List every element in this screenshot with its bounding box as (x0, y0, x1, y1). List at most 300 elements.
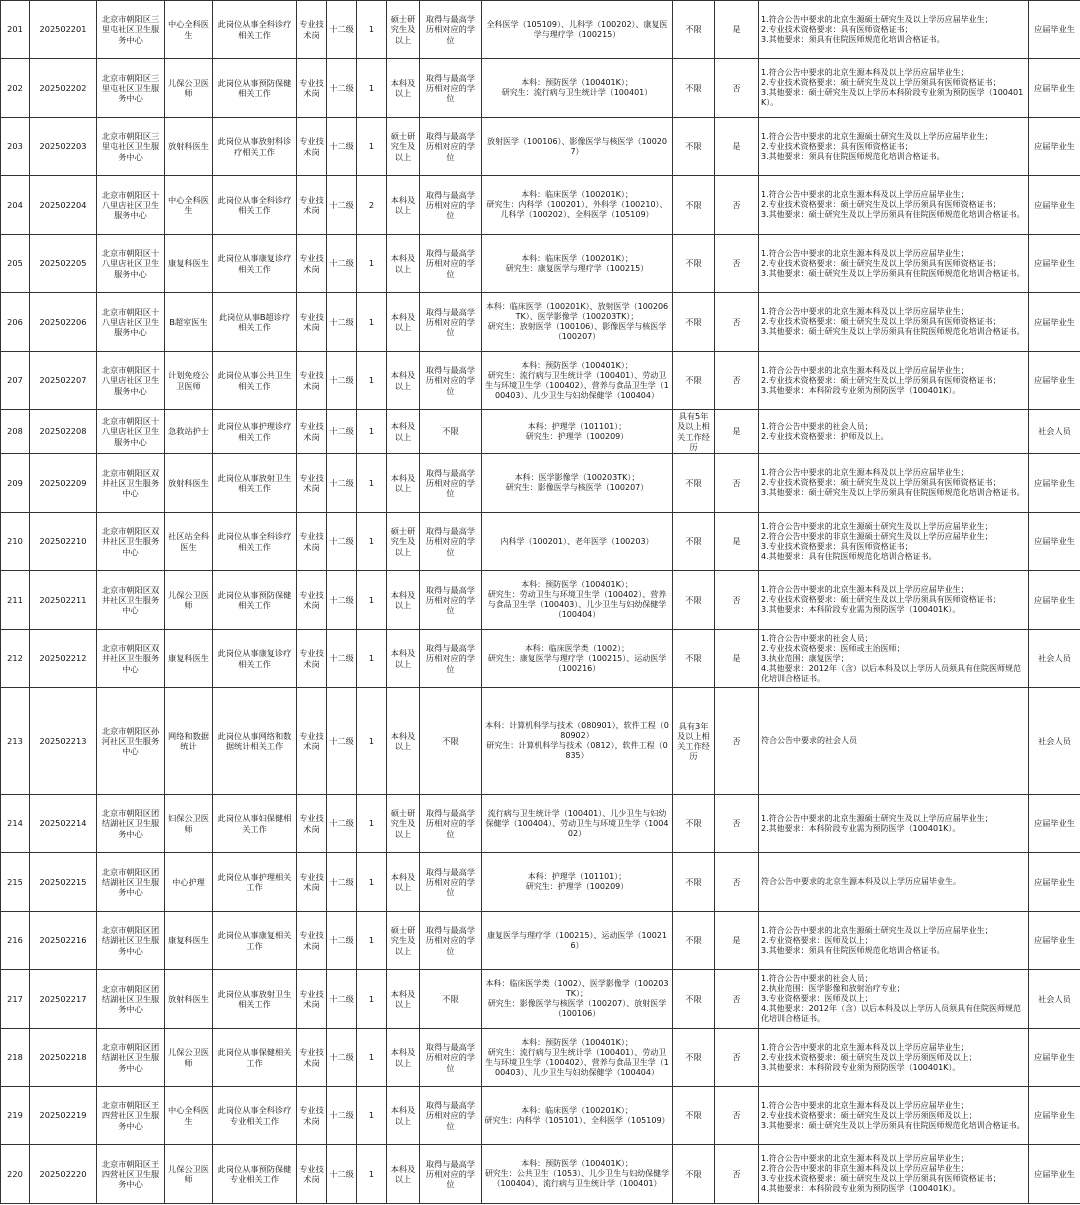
position-level-cell: 十二级 (327, 352, 357, 410)
requirements-line: 2.专业技术资格要求：硕士研究生及以上学历须具有医师资格证书； (761, 317, 1001, 326)
row-number-cell: 212 (1, 630, 30, 688)
education-cell: 本科及以上 (387, 1029, 420, 1087)
target-group-cell: 应届毕业生 (1029, 513, 1080, 571)
position-name-cell: 中心全科医生 (165, 1087, 213, 1145)
position-duty-cell: 此岗位从事放射卫生相关工作 (213, 454, 297, 513)
major-cell (482, 630, 673, 688)
unit-name-cell: 北京市朝阳区三里屯社区卫生服务中心 (97, 118, 165, 176)
unit-name-cell: 北京市朝阳区王四营社区卫生服务中心 (97, 1087, 165, 1145)
unit-name-cell: 北京市朝阳区双井社区卫生服务中心 (97, 571, 165, 630)
requirements-line: 1.符合公告中要求的社会人员； (761, 421, 873, 431)
target-group-cell: 应届毕业生 (1029, 853, 1080, 912)
position-name-cell: 中心护理 (165, 853, 213, 912)
education-cell: 本科及以上 (387, 1087, 420, 1145)
position-code-cell: 202502208 (30, 410, 97, 454)
degree-cell: 取得与最高学历相对应的学位 (420, 235, 482, 293)
table-row (1, 293, 1080, 352)
position-category-cell: 专业技术岗 (297, 571, 327, 630)
row-number-cell: 204 (1, 176, 30, 235)
position-duty-cell: 此岗位从事全科诊疗相关工作 (213, 1, 297, 59)
position-level-cell: 十二级 (327, 1029, 357, 1087)
table-row (1, 630, 1080, 688)
requirements-line: 2.专业技术资格要求：具有医师资格证书； (761, 141, 913, 151)
position-name-cell: 康复科医生 (165, 630, 213, 688)
experience-cell: 不限 (673, 1029, 715, 1087)
major-cell (482, 1087, 673, 1145)
row-number-cell: 205 (1, 235, 30, 293)
major-line: 本科：预防医学（100401K）； (521, 1037, 633, 1047)
requirements-cell (759, 59, 1029, 118)
position-level-cell: 十二级 (327, 1145, 357, 1204)
unit-name-cell: 北京市朝阳区十八里店社区卫生服务中心 (97, 352, 165, 410)
position-category-cell: 专业技术岗 (297, 912, 327, 970)
position-name-cell: 儿保公卫医师 (165, 571, 213, 630)
position-code-cell: 202502206 (30, 293, 97, 352)
position-name-cell: 放射科医生 (165, 970, 213, 1029)
position-category-cell: 专业技术岗 (297, 688, 327, 795)
major-cell (482, 352, 673, 410)
requirements-cell (759, 513, 1029, 571)
requirements-line: 1.符合公告中要求的北京生源本科及以上学历应届毕业生； (761, 468, 969, 477)
position-category-cell: 专业技术岗 (297, 795, 327, 853)
position-duty-cell: 此岗位从事全科诊疗相关工作 (213, 176, 297, 235)
hire-count-cell: 1 (357, 513, 387, 571)
row-number-cell: 202 (1, 59, 30, 118)
requirements-line: 1.符合公告中要求的北京生源本科及以上学历应届毕业生； (761, 585, 969, 594)
target-group-cell: 应届毕业生 (1029, 1087, 1080, 1145)
education-cell: 硕士研究生及以上 (387, 912, 420, 970)
row-number-cell: 217 (1, 970, 30, 1029)
position-duty-cell: 此岗位从事B超诊疗相关工作 (213, 293, 297, 352)
position-code-cell: 202502218 (30, 1029, 97, 1087)
requirements-cell (759, 688, 1029, 795)
education-cell: 本科及以上 (387, 293, 420, 352)
position-name-cell: 计划免疫公卫医师 (165, 352, 213, 410)
position-category-cell: 专业技术岗 (297, 293, 327, 352)
experience-cell: 不限 (673, 853, 715, 912)
degree-cell: 取得与最高学历相对应的学位 (420, 1029, 482, 1087)
requirements-line: 4.其他要求：2012年（含）以后本科及以上学历人员须具有住院医师规范化培训合格证书。 (761, 1004, 1021, 1023)
position-level-cell: 十二级 (327, 1, 357, 59)
target-group-cell: 社会人员 (1029, 410, 1080, 454)
major-cell (482, 293, 673, 352)
position-duty-cell: 此岗位从事全科诊疗相关工作 (213, 513, 297, 571)
requirements-line: 1.符合公告中要求的北京生源硕士研究生及以上学历应届毕业生； (761, 813, 993, 823)
degree-cell: 取得与最高学历相对应的学位 (420, 1, 482, 59)
requirements-line: 1.符合公告中要求的社会人员； (761, 974, 873, 983)
position-code-cell: 202502212 (30, 630, 97, 688)
unit-name-cell: 北京市朝阳区王四营社区卫生服务中心 (97, 1145, 165, 1204)
requirements-line: 2.专业技术资格要求：硕士研究生及以上学历须具有医师资格证书； (761, 595, 1001, 604)
major-cell (482, 410, 673, 454)
major-line: 研究生：内科学（100201）、外科学（100210）、儿科学（100202）、全科医学（105109） (486, 200, 668, 219)
requirements-line: 2.专业技术资格要求：具有医师资格证书； (761, 24, 913, 34)
table-row (1, 1087, 1080, 1145)
major-cell (482, 454, 673, 513)
requirements-line: 2.其他要求：本科阶段专业需为预防医学（100401K）。 (761, 823, 961, 833)
degree-cell: 取得与最高学历相对应的学位 (420, 176, 482, 235)
requirements-line: 2.专业技术资格要求：硕士研究生及以上学历须具有医师资格证书； (761, 375, 1001, 385)
experience-cell: 不限 (673, 795, 715, 853)
target-group-cell: 应届毕业生 (1029, 1, 1080, 59)
row-number-cell: 216 (1, 912, 30, 970)
position-level-cell: 十二级 (327, 410, 357, 454)
major-line: 本科：临床医学类（1002）； (524, 643, 630, 653)
position-code-cell: 202502219 (30, 1087, 97, 1145)
unit-name-cell: 北京市朝阳区团结湖社区卫生服务中心 (97, 912, 165, 970)
position-category-cell: 专业技术岗 (297, 1145, 327, 1204)
major-cell (482, 176, 673, 235)
requirements-cell (759, 1145, 1029, 1204)
major-line: 本科：临床医学类（1002）、医学影像学（100203TK）； (485, 979, 669, 998)
hire-count-cell: 1 (357, 688, 387, 795)
major-cell (482, 912, 673, 970)
position-duty-cell: 此岗位从事护理相关工作 (213, 853, 297, 912)
requirements-line: 2.符合公告中要求的非京生源硕士研究生及以上学历应届毕业生； (761, 531, 993, 541)
major-line: 本科：护理学（101101）； (527, 421, 627, 431)
requirements-line: 3.专业技术资格要求：具有医师资格证书； (761, 541, 913, 551)
education-cell: 本科及以上 (387, 352, 420, 410)
position-name-cell: 放射科医生 (165, 454, 213, 513)
position-name-cell: 儿保公卫医师 (165, 1145, 213, 1204)
position-category-cell: 专业技术岗 (297, 1, 327, 59)
major-line: 研究生：护理学（100209） (525, 882, 629, 891)
requirements-cell (759, 454, 1029, 513)
row-number-cell: 220 (1, 1145, 30, 1204)
experience-cell: 不限 (673, 1, 715, 59)
exam-required-cell: 否 (715, 795, 759, 853)
position-name-cell: 放射科医生 (165, 118, 213, 176)
unit-name-cell: 北京市朝阳区团结湖社区卫生服务中心 (97, 853, 165, 912)
degree-cell: 取得与最高学历相对应的学位 (420, 630, 482, 688)
requirements-line: 3.其他要求：硕士研究生及以上学历须具有住院医师规范化培训合格证书。 (761, 327, 1025, 336)
degree-cell: 取得与最高学历相对应的学位 (420, 912, 482, 970)
degree-cell: 取得与最高学历相对应的学位 (420, 454, 482, 513)
requirements-line: 4.其他要求：具有住院医师规范化培训合格证书。 (761, 551, 937, 561)
requirements-cell (759, 1087, 1029, 1145)
table-row (1, 513, 1080, 571)
education-cell: 本科及以上 (387, 410, 420, 454)
major-cell (482, 118, 673, 176)
requirements-cell (759, 1, 1029, 59)
requirements-cell (759, 352, 1029, 410)
degree-cell: 取得与最高学历相对应的学位 (420, 571, 482, 630)
requirements-line: 4.其他要求：本科阶段专业须为预防医学（100401K）。 (761, 1184, 961, 1193)
position-level-cell: 十二级 (327, 454, 357, 513)
education-cell: 本科及以上 (387, 454, 420, 513)
requirements-line: 3.其他要求：须具有住院医师规范化培训合格证书。 (761, 34, 945, 44)
row-number-cell: 208 (1, 410, 30, 454)
education-cell: 本科及以上 (387, 571, 420, 630)
position-name-cell: 中心全科医生 (165, 1, 213, 59)
table-row (1, 795, 1080, 853)
education-cell: 本科及以上 (387, 853, 420, 912)
major-line: 本科：护理学（101101）； (527, 872, 627, 881)
degree-cell: 取得与最高学历相对应的学位 (420, 1145, 482, 1204)
major-line: 流行病与卫生统计学（100401）、儿少卫生与妇幼保健学（100404）、劳动卫生与环境卫生学（100402） (485, 808, 669, 838)
target-group-cell: 社会人员 (1029, 688, 1080, 795)
exam-required-cell: 是 (715, 410, 759, 454)
requirements-line: 3.其他要求：本科阶段专业须为预防医学（100401K）。 (761, 1062, 961, 1072)
position-level-cell: 十二级 (327, 59, 357, 118)
requirements-cell (759, 571, 1029, 630)
experience-cell: 不限 (673, 1087, 715, 1145)
target-group-cell: 应届毕业生 (1029, 59, 1080, 118)
unit-name-cell: 北京市朝阳区十八里店社区卫生服务中心 (97, 293, 165, 352)
position-code-cell: 202502217 (30, 970, 97, 1029)
table-row (1, 912, 1080, 970)
position-code-cell: 202502201 (30, 1, 97, 59)
major-line: 康复医学与理疗学（100215）、运动医学（100216） (487, 930, 667, 950)
major-line: 内科学（100201）、老年医学（100203） (500, 536, 654, 546)
experience-cell: 不限 (673, 513, 715, 571)
table-row (1, 853, 1080, 912)
position-duty-cell: 此岗位从事预防保健相关工作 (213, 59, 297, 118)
education-cell: 本科及以上 (387, 630, 420, 688)
position-code-cell: 202502215 (30, 853, 97, 912)
requirements-line: 3.其他要求：硕士研究生及以上学历须具有住院医师规范化培训合格证书。 (761, 210, 1025, 219)
position-duty-cell: 此岗位从事护理诊疗相关工作 (213, 410, 297, 454)
requirements-line: 1.符合公告中要求的北京生源硕士研究生及以上学历应届毕业生； (761, 14, 993, 24)
unit-name-cell: 北京市朝阳区十八里店社区卫生服务中心 (97, 235, 165, 293)
unit-name-cell: 北京市朝阳区十八里店社区卫生服务中心 (97, 176, 165, 235)
row-number-cell: 215 (1, 853, 30, 912)
requirements-line: 1.符合公告中要求的北京生源硕士研究生及以上学历应届毕业生； (761, 521, 993, 531)
degree-cell: 取得与最高学历相对应的学位 (420, 59, 482, 118)
major-cell (482, 235, 673, 293)
experience-cell: 不限 (673, 352, 715, 410)
unit-name-cell: 北京市朝阳区双井社区卫生服务中心 (97, 513, 165, 571)
major-line: 本科：临床医学（100201K）； (521, 190, 633, 199)
row-number-cell: 219 (1, 1087, 30, 1145)
requirements-line: 2.专业资格要求：医师及以上； (761, 935, 873, 945)
table-body (1, 1, 1080, 1204)
requirements-cell (759, 235, 1029, 293)
position-name-cell: 儿保公卫医师 (165, 1029, 213, 1087)
hire-count-cell: 1 (357, 293, 387, 352)
hire-count-cell: 1 (357, 352, 387, 410)
requirements-line: 1.符合公告中要求的北京生源本科及以上学历应届毕业生； (761, 307, 969, 316)
position-category-cell: 专业技术岗 (297, 352, 327, 410)
requirements-line: 3.执业范围：康复医学； (761, 653, 849, 663)
major-line: 本科：医学影像学（100203TK）； (514, 473, 640, 482)
major-line: 研究生：流行病与卫生统计学（100401）、劳动卫生与环境卫生学（100402）、营养与食品卫生学（100403）、儿少卫生与妇幼保健学（100404） (485, 1047, 669, 1077)
requirements-line: 2.执业范围：医学影像和放射治疗专业； (761, 984, 905, 993)
education-cell: 硕士研究生及以上 (387, 513, 420, 571)
row-number-cell: 201 (1, 1, 30, 59)
exam-required-cell: 否 (715, 235, 759, 293)
table-row (1, 176, 1080, 235)
position-duty-cell: 此岗位从事全科诊疗专业相关工作 (213, 1087, 297, 1145)
position-category-cell: 专业技术岗 (297, 1029, 327, 1087)
major-cell (482, 795, 673, 853)
position-name-cell: 急救站护士 (165, 410, 213, 454)
degree-cell: 取得与最高学历相对应的学位 (420, 853, 482, 912)
position-code-cell: 202502204 (30, 176, 97, 235)
degree-cell: 不限 (420, 970, 482, 1029)
major-line: 本科：临床医学（100201K）； (521, 253, 633, 263)
exam-required-cell: 否 (715, 853, 759, 912)
education-cell: 本科及以上 (387, 59, 420, 118)
table-row (1, 454, 1080, 513)
position-code-cell: 202502209 (30, 454, 97, 513)
position-level-cell: 十二级 (327, 571, 357, 630)
requirements-line: 3.专业技术资格要求：硕士研究生及以上学历须具有医师资格证书； (761, 1174, 1001, 1183)
exam-required-cell: 否 (715, 176, 759, 235)
experience-cell: 不限 (673, 912, 715, 970)
position-code-cell: 202502213 (30, 688, 97, 795)
major-cell (482, 688, 673, 795)
major-line: 研究生：影像医学与核医学（100207）、放射医学（100106） (487, 999, 667, 1018)
major-line: 本科：预防医学（100401K）； (521, 580, 633, 589)
position-name-cell: 妇保公卫医师 (165, 795, 213, 853)
major-cell (482, 1029, 673, 1087)
position-category-cell: 专业技术岗 (297, 513, 327, 571)
exam-required-cell: 否 (715, 454, 759, 513)
degree-cell: 取得与最高学历相对应的学位 (420, 795, 482, 853)
row-number-cell: 210 (1, 513, 30, 571)
hire-count-cell: 1 (357, 1029, 387, 1087)
position-duty-cell: 此岗位从事康复诊疗相关工作 (213, 235, 297, 293)
major-line: 研究生：放射医学（100106）、影像医学与核医学（100207） (487, 322, 667, 341)
position-category-cell: 专业技术岗 (297, 176, 327, 235)
degree-cell: 取得与最高学历相对应的学位 (420, 118, 482, 176)
requirements-line: 1.符合公告中要求的北京生源本科及以上学历应届毕业生； (761, 190, 969, 199)
experience-cell: 不限 (673, 571, 715, 630)
position-name-cell: B超室医生 (165, 293, 213, 352)
position-name-cell: 社区站全科医生 (165, 513, 213, 571)
position-level-cell: 十二级 (327, 630, 357, 688)
unit-name-cell: 北京市朝阳区三里屯社区卫生服务中心 (97, 59, 165, 118)
exam-required-cell: 否 (715, 970, 759, 1029)
major-line: 本科：临床医学（100201K）、放射医学（100206TK）、医学影像学（100203TK）； (485, 302, 669, 321)
major-line: 研究生：计算机科学与技术（0812），软件工程（0835） (486, 741, 668, 760)
target-group-cell: 应届毕业生 (1029, 293, 1080, 352)
position-category-cell: 专业技术岗 (297, 1087, 327, 1145)
major-cell (482, 571, 673, 630)
position-name-cell: 康复科医生 (165, 912, 213, 970)
position-category-cell: 专业技术岗 (297, 853, 327, 912)
table-row (1, 59, 1080, 118)
exam-required-cell: 否 (715, 1029, 759, 1087)
experience-cell: 不限 (673, 59, 715, 118)
position-duty-cell: 此岗位从事保健相关工作 (213, 1029, 297, 1087)
hire-count-cell: 1 (357, 1087, 387, 1145)
hire-count-cell: 1 (357, 410, 387, 454)
education-cell: 本科及以上 (387, 1145, 420, 1204)
position-duty-cell: 此岗位从事公共卫生相关工作 (213, 352, 297, 410)
degree-cell: 不限 (420, 688, 482, 795)
unit-name-cell: 北京市朝阳区团结湖社区卫生服务中心 (97, 970, 165, 1029)
requirements-cell (759, 853, 1029, 912)
unit-name-cell: 北京市朝阳区团结湖社区卫生服务中心 (97, 795, 165, 853)
education-cell: 本科及以上 (387, 688, 420, 795)
position-duty-cell: 此岗位从事预防保健相关工作 (213, 571, 297, 630)
major-line: 研究生：影像医学与核医学（100207） (505, 483, 649, 492)
row-number-cell: 211 (1, 571, 30, 630)
education-cell: 本科及以上 (387, 970, 420, 1029)
degree-cell: 取得与最高学历相对应的学位 (420, 513, 482, 571)
unit-name-cell: 北京市朝阳区双井社区卫生服务中心 (97, 630, 165, 688)
row-number-cell: 203 (1, 118, 30, 176)
hire-count-cell: 1 (357, 853, 387, 912)
table-row (1, 410, 1080, 454)
exam-required-cell: 否 (715, 352, 759, 410)
degree-cell: 不限 (420, 410, 482, 454)
position-level-cell: 十二级 (327, 688, 357, 795)
position-level-cell: 十二级 (327, 853, 357, 912)
hire-count-cell: 1 (357, 1, 387, 59)
major-cell (482, 970, 673, 1029)
target-group-cell: 社会人员 (1029, 630, 1080, 688)
position-duty-cell: 此岗位从事预防保健专业相关工作 (213, 1145, 297, 1204)
position-duty-cell: 此岗位从事妇保健相关工作 (213, 795, 297, 853)
position-duty-cell: 此岗位从事放射科诊疗相关工作 (213, 118, 297, 176)
table-row (1, 352, 1080, 410)
position-name-cell: 中心全科医生 (165, 176, 213, 235)
requirements-line: 符合公告中要求的社会人员 (761, 736, 857, 745)
position-level-cell: 十二级 (327, 1087, 357, 1145)
education-cell: 本科及以上 (387, 235, 420, 293)
requirements-line: 3.其他要求：硕士研究生及以上学历本科阶段专业须为预防医学（100401K）。 (761, 88, 1024, 107)
target-group-cell: 应届毕业生 (1029, 454, 1080, 513)
degree-cell: 取得与最高学历相对应的学位 (420, 1087, 482, 1145)
requirements-line: 1.符合公告中要求的北京生源硕士研究生及以上学历应届毕业生； (761, 131, 993, 141)
major-cell (482, 1, 673, 59)
degree-cell: 取得与最高学历相对应的学位 (420, 293, 482, 352)
hire-count-cell: 2 (357, 176, 387, 235)
exam-required-cell: 是 (715, 513, 759, 571)
degree-cell: 取得与最高学历相对应的学位 (420, 352, 482, 410)
target-group-cell: 应届毕业生 (1029, 176, 1080, 235)
requirements-line: 2.专业技术资格要求：硕士研究生及以上学历须具有医师资格证书； (761, 78, 1001, 87)
education-cell: 硕士研究生及以上 (387, 1, 420, 59)
requirements-cell (759, 630, 1029, 688)
exam-required-cell: 是 (715, 630, 759, 688)
experience-cell: 不限 (673, 293, 715, 352)
major-line: 研究生：劳动卫生与环境卫生学（100402）、营养与食品卫生学（100403）、儿少卫生与妇幼保健学（100404） (487, 590, 667, 619)
requirements-line: 3.其他要求：硕士研究生及以上学历须具有住院医师规范化培训合格证书。 (761, 488, 1025, 497)
position-level-cell: 十二级 (327, 235, 357, 293)
major-line: 研究生：康复医学与理疗学（100215） (505, 263, 649, 273)
row-number-cell: 206 (1, 293, 30, 352)
target-group-cell: 应届毕业生 (1029, 912, 1080, 970)
position-category-cell: 专业技术岗 (297, 59, 327, 118)
position-code-cell: 202502220 (30, 1145, 97, 1204)
requirements-line: 2.专业技术资格要求：护师及以上。 (761, 431, 889, 441)
requirements-cell (759, 1029, 1029, 1087)
table-row (1, 970, 1080, 1029)
table-row (1, 1, 1080, 59)
position-level-cell: 十二级 (327, 970, 357, 1029)
target-group-cell: 应届毕业生 (1029, 1029, 1080, 1087)
requirements-line: 1.符合公告中要求的北京生源本科及以上学历应届毕业生； (761, 68, 969, 77)
position-code-cell: 202502210 (30, 513, 97, 571)
position-level-cell: 十二级 (327, 513, 357, 571)
hire-count-cell: 1 (357, 118, 387, 176)
position-level-cell: 十二级 (327, 912, 357, 970)
requirements-line: 2.专业技术资格要求：医师或主治医师； (761, 643, 905, 653)
requirements-cell (759, 410, 1029, 454)
target-group-cell: 应届毕业生 (1029, 352, 1080, 410)
requirements-line: 1.符合公告中要求的北京生源本科及以上学历应届毕业生； (761, 1100, 969, 1110)
position-code-cell: 202502203 (30, 118, 97, 176)
requirements-cell (759, 176, 1029, 235)
hire-count-cell: 1 (357, 912, 387, 970)
hire-count-cell: 1 (357, 571, 387, 630)
major-line: 本科：预防医学（100401K）； (521, 78, 633, 87)
experience-cell: 不限 (673, 235, 715, 293)
